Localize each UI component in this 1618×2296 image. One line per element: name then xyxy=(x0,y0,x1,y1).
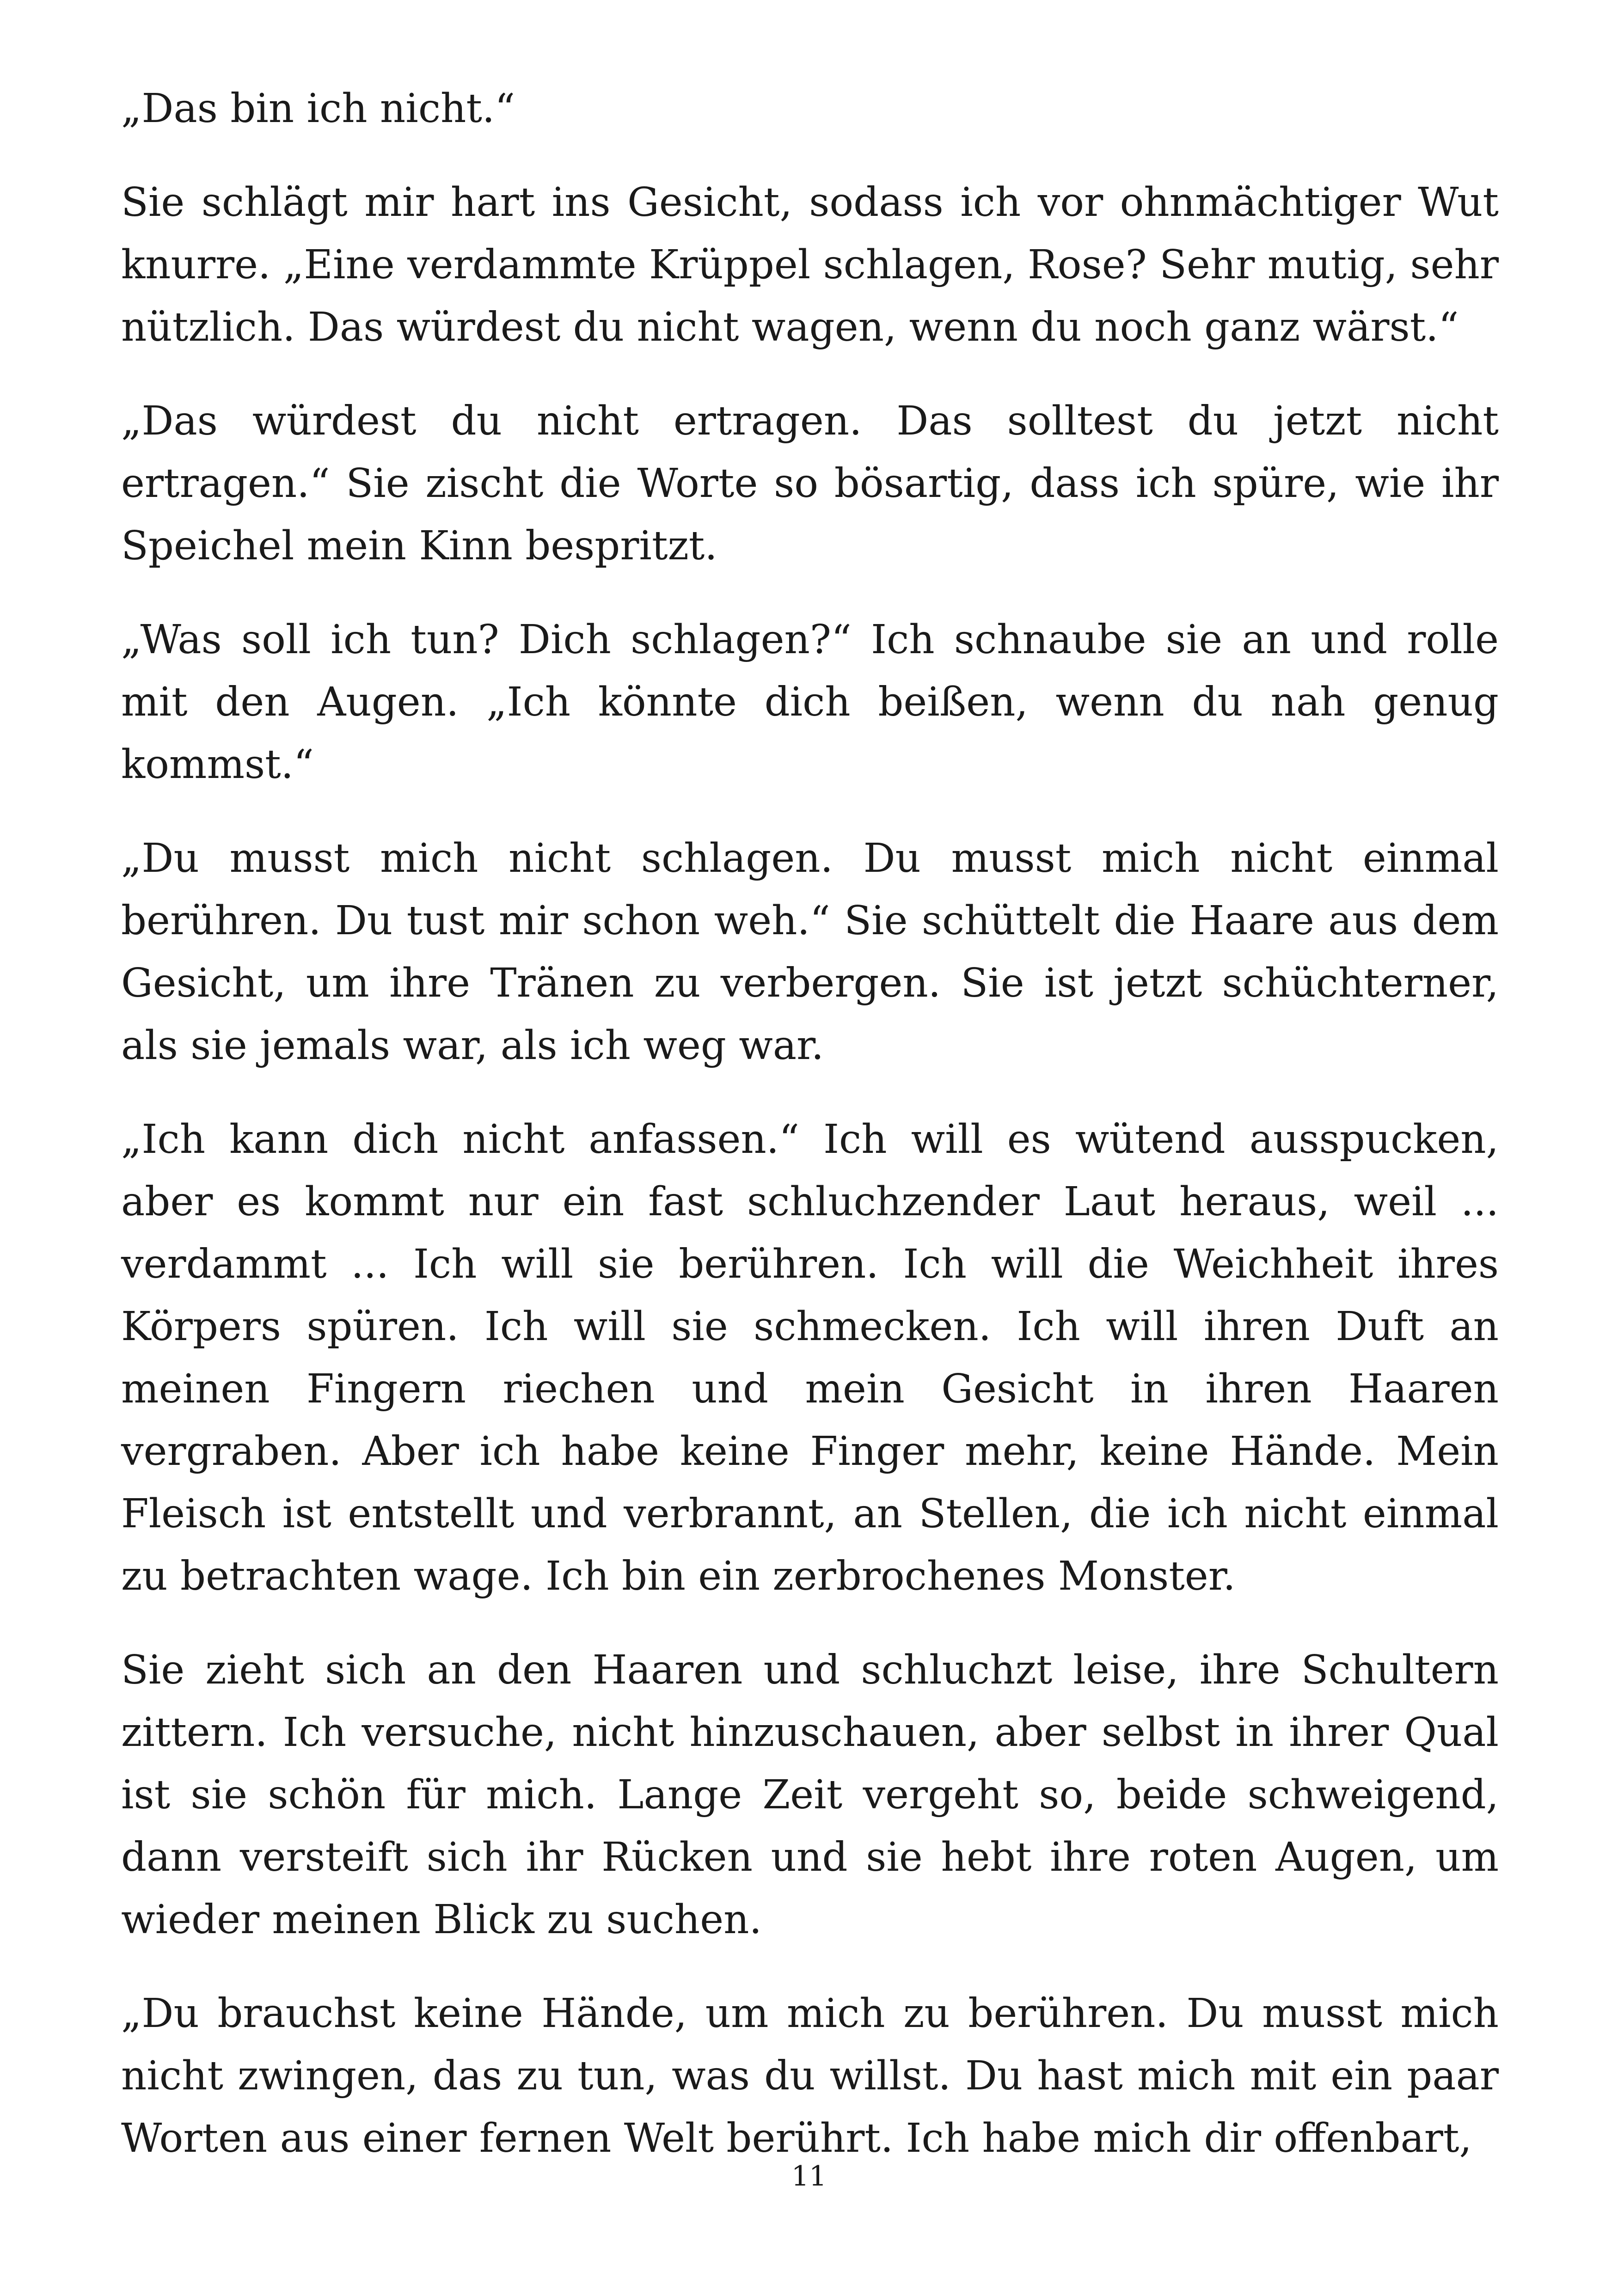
paragraph-5: „Du musst mich nicht schlagen. Du musst mich nicht einmal berühren. Du tust mir schon weh.“ Sie schüttelt die Haare aus dem Gesicht, um ihre Tränen zu verbergen. Sie ist jetzt schüchterner, als sie jemals war, als ich weg war. xyxy=(121,835,1499,1069)
paragraph-6: „Ich kann dich nicht anfassen.“ Ich will es wütend ausspucken, aber es kommt nur ein fast schluchzender Laut heraus, weil ... verdammt ... Ich will sie berühren. Ich will die Weichheit ihres Körpers spüren. Ich will sie schmecken. Ich will ihren Duft an meinen Fingern riechen und mein Gesicht in ihren Haaren vergraben. Aber ich habe keine Finger mehr, keine Hände. Mein Fleisch ist entstellt und verbrannt, an Stellen, die ich nicht einmal zu betrachten wage. Ich bin ein zerbrochenes Monster. xyxy=(121,1116,1499,1599)
paragraph-8: „Du brauchst keine Hände, um mich zu berühren. Du musst mich nicht zwingen, das zu tun, was du willst. Du hast mich mit ein paar Worten aus einer fernen Welt berührt. Ich habe mich dir offenbart, xyxy=(121,1990,1499,2161)
paragraph-1: „Das bin ich nicht.“ xyxy=(121,86,515,132)
page-number: 11 xyxy=(791,2160,827,2192)
body-text xyxy=(121,78,1499,2201)
paragraph-2: Sie schlägt mir hart ins Gesicht, sodass ich vor ohnmächtiger Wut knurre. „Eine verdammte Krüppel schlagen, Rose? Sehr mutig, sehr nützlich. Das würdest du nicht wagen, wenn du noch ganz wärst.“ xyxy=(121,179,1499,350)
paragraph-4: „Was soll ich tun? Dich schlagen?“ Ich schnaube sie an und rolle mit den Augen. „Ich könnte dich beißen, wenn du nah genug kommst.“ xyxy=(121,617,1499,788)
paragraph-3: „Das würdest du nicht ertragen. Das solltest du jetzt nicht ertragen.“ Sie zischt die Worte so bösartig, dass ich spüre, wie ihr Speichel mein Kinn bespritzt. xyxy=(121,398,1499,569)
paragraph-7: Sie zieht sich an den Haaren und schluchzt leise, ihre Schultern zittern. Ich versuche, nicht hinzuschauen, aber selbst in ihrer Qual ist sie schön für mich. Lange Zeit vergeht so, beide schweigend, dann versteift sich ihr Rücken und sie hebt ihre roten Augen, um wieder meinen Blick zu suchen. xyxy=(121,1647,1499,1943)
